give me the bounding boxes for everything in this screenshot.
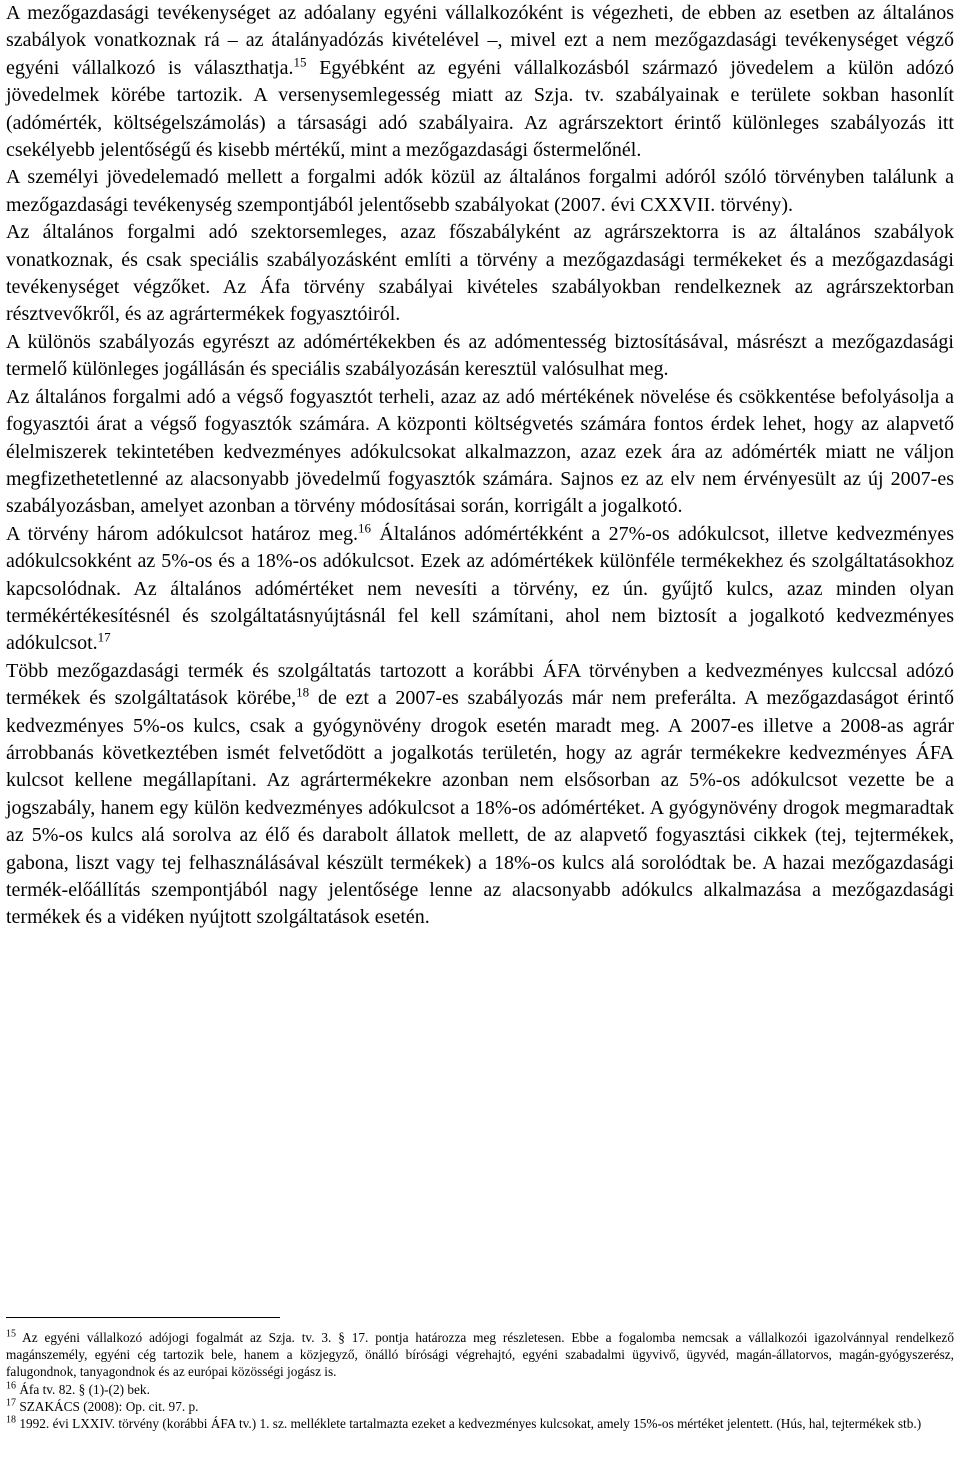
paragraph-4-text: A különös szabályozás egyrészt az adómértékekben és az adómentesség biztosításával, másrészt a mezőgazdasági termelő különleges jogállásán és speciális szabályozásán keresztül valósulhat meg. — [6, 330, 954, 381]
paragraph-7 — [6, 658, 954, 932]
footnote-number: 17 — [6, 1397, 16, 1409]
paragraph-6-text-b: Általános adómértékként a 27%-os adókulcsot, illetve kedvezményes adókulcsokként az 5%-os és a 18%-os adókulcsot. Ezek az adómértékek különféle termékekhez és szolgáltatásokhoz kapcsolódnak. Az általános adómértéket nem nevesíti a törvény, ez ún. gyűjtő kulcs, azaz minden olyan termékértékesítésnél és szolgáltatásnyújtásnál fel kell számítani, ahol nem biztosít a jogalkotó kedvezményes adókulcsot. — [6, 522, 954, 655]
footnote-17 — [6, 1398, 954, 1415]
body-text — [6, 0, 954, 932]
paragraph-7-text-a: Több mezőgazdasági termék és szolgáltatás tartozott a korábbi ÁFA törvényben a kedvezményes kulccsal adózó termékek és szolgáltatások körébe, — [6, 659, 954, 710]
paragraph-1 — [6, 0, 954, 164]
footnote-text: Az egyéni vállalkozó adójogi fogalmát az Szja. tv. 3. § 17. pontja határozza meg részletesen. Ebbe a fogalomba nemcsak a vállalkozói igazolvánnyal rendelkező magánszemély, egyéni cég tartozik bele, hanem a közjegyző, önálló bírósági végrehajtó, egyéni szabadalmi ügyvivő, ügyvéd, magán-állatorvos, magán-gyógyszerész, falugondnok, tanyagondnok és az európai közösségi jogász is. — [6, 1330, 954, 1380]
paragraph-7-text-b: de ezt a 2007-es szabályozás már nem preferálta. A mezőgazdaságot érintő kedvezményes 5%-os kulcs, csak a gyógynövény drogok esetén maradt meg. A 2007-es illetve a 2008-as agrár árrobbanás következtében ismét felvetődött a jogalkotás területén, hogy az agrár termékekre kedvezményes ÁFA kulcsot kellene megállapítani. Az agrártermékekre azonban nem elsősorban az 5%-os adókulcsot vezette be a jogszabály, hanem egy külön kedvezményes adókulcsot a 18%-os adómértéket. A gyógynövény drogok megmaradtak az 5%-os kulcs alá sorolva az élő és darabolt állatok mellett, de az alapvető fogyasztási cikkek (tej, tejtermékek, gabona, liszt vagy tej felhasználásával készült termékek) a 18%-os kulcs alá sorolódtak be. A hazai mezőgazdasági termék-előállítás szempontjából nagy jelentősége lenne az alacsonyabb adókulcs alkalmazása a mezőgazdasági termékek és a vidéken nyújtott szolgáltatások esetén. — [6, 687, 954, 929]
paragraph-2 — [6, 164, 954, 219]
footnote-text: SZAKÁCS (2008): Op. cit. 97. p. — [16, 1398, 199, 1414]
footnote-18 — [6, 1415, 954, 1432]
footnote-ref-15[interactable]: 15 — [293, 54, 307, 70]
paragraph-1-text-a: A mezőgazdasági tevékenységet az adóalany egyéni vállalkozóként is végezheti, de ebben az esetben az általános szabályok vonatkoznak rá – az átalányadózás kivételével –, mivel ezt a nem mezőgazdasági tevékenységet végző egyéni vállalkozó is választhatja. — [6, 2, 954, 79]
paragraph-1-text-b: Egyébként az egyéni vállalkozásból származó jövedelem a külön adózó jövedelmek körébe tartozik. A versenysemlegesség miatt az Szja. tv. szabályainak e területe sokban hasonlít (adómérték, költségelszámolás) a társasági adó szabályaira. Az agrárszektort érintő különleges szabályozás itt csekélyebb jelentőségű és kisebb mértékű, mint a mezőgazdasági őstermelőnél. — [6, 56, 954, 162]
paragraph-3 — [6, 219, 954, 329]
footnote-ref-16[interactable]: 16 — [358, 520, 372, 536]
footnote-separator — [6, 1317, 280, 1318]
footnote-number: 15 — [6, 1328, 16, 1340]
footnote-text: 1992. évi LXXIV. törvény (korábbi ÁFA tv.) 1. sz. melléklete tartalmazta ezeket a kedvezményes kulcsokat, amely 15%-os mértéket jelentett. (Hús, hal, tejtermékek stb.) — [16, 1416, 922, 1432]
footnote-number: 18 — [6, 1414, 16, 1426]
paragraph-6-text-a: A törvény három adókulcsot határoz meg. — [6, 522, 359, 545]
footnote-number: 16 — [6, 1380, 16, 1392]
footnote-ref-18[interactable]: 18 — [296, 684, 310, 700]
footnotes — [6, 1329, 954, 1432]
footnote-text: Áfa tv. 82. § (1)-(2) bek. — [16, 1381, 150, 1397]
footnote-15 — [6, 1329, 954, 1381]
paragraph-2-text: A személyi jövedelemadó mellett a forgalmi adók közül az általános forgalmi adóról szóló törvényben találunk a mezőgazdasági tevékenység szempontjából jelentősebb szabályokat (2007. évi CXXVII. törvény). — [6, 166, 954, 216]
paragraph-6 — [6, 521, 954, 658]
footnote-16 — [6, 1381, 954, 1398]
paragraph-3-text: Az általános forgalmi adó szektorsemleges, azaz főszabályként az agrárszektorra is az általános szabályok vonatkoznak, és csak speciális szabályozásként említi a törvény a mezőgazdasági termékeket és a mezőgazdasági tevékenységet végzőket. Az Áfa törvény szabályai kivételes szabályokban rendelkeznek az agrárszektorban résztvevőkről, és az agrártermékek fogyasztóiról. — [6, 221, 954, 326]
paragraph-5-text: Az általános forgalmi adó a végső fogyasztót terheli, azaz az adó mértékének növelése és csökkentése befolyásolja a fogyasztói árat a végső fogyasztók számára. A központi költségvetés számára fontos érdek lehet, hogy az alapvető élelmiszerek tekintetében kedvezményes adókulcsokat alkalmazzon, azaz ezek ára az adómérték miatt ne váljon megfizethetetlenné az alacsonyabb jövedelmű fogyasztók számára. Sajnos ez az elv nem érvényesült az új 2007-es szabályozásban, amelyet azonban a törvény módosításai során, korrigált a jogalkotó. — [6, 385, 954, 518]
paragraph-4 — [6, 329, 954, 384]
footnote-ref-17[interactable]: 17 — [97, 629, 111, 645]
paragraph-5 — [6, 384, 954, 521]
